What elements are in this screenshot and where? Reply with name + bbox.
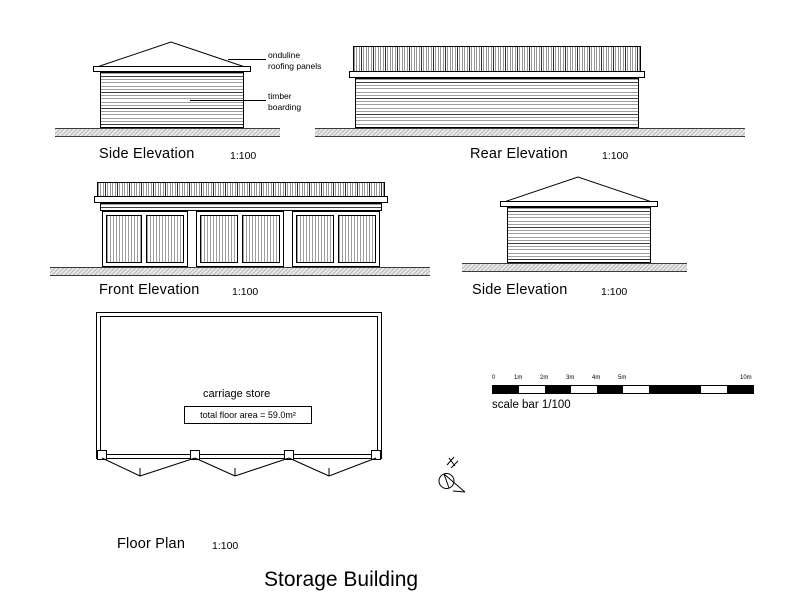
side-elevation-left-drawing xyxy=(55,40,280,140)
scale-bar-tick-2m: 2m xyxy=(540,375,549,381)
front-elevation-door-1b xyxy=(146,215,184,263)
scale-bar-seg-2 xyxy=(545,386,571,393)
floor-plan-scale: 1:100 xyxy=(212,540,239,552)
front-elevation-roof-panels xyxy=(97,182,385,197)
floor-plan-drawing xyxy=(92,308,392,498)
front-elevation-door-2a xyxy=(200,215,238,263)
rear-elevation-drawing xyxy=(315,42,745,140)
side-elevation-right-ground xyxy=(462,263,687,272)
floor-plan-label: Floor Plan xyxy=(117,536,186,552)
scale-bar-tick-4m: 4m xyxy=(592,375,601,381)
rear-elevation-ground xyxy=(315,128,745,137)
scale-bar-seg-5 xyxy=(727,386,753,393)
timber-note-line1: timber xyxy=(268,91,292,101)
front-elevation-door-3b xyxy=(338,215,376,263)
scale-bar-tick-5m: 5m xyxy=(618,375,627,381)
onduline-note-line2: roofing panels xyxy=(268,61,322,71)
front-elevation-door-1a xyxy=(106,215,142,263)
side-elevation-left-label: Side Elevation xyxy=(99,146,195,162)
timber-note-line2: boarding xyxy=(268,102,302,112)
rear-elevation-scale: 1:100 xyxy=(602,150,629,162)
rear-elevation-label: Rear Elevation xyxy=(470,146,568,162)
onduline-note xyxy=(268,50,321,72)
front-elevation-ground xyxy=(50,267,430,276)
side-elevation-left-scale: 1:100 xyxy=(230,150,257,162)
front-elevation-door-2b xyxy=(242,215,280,263)
scale-bar-tick-1m: 1m xyxy=(514,375,523,381)
side-elevation-left-ground xyxy=(55,128,280,137)
onduline-note-line1: onduline xyxy=(268,50,301,60)
rear-elevation-fascia xyxy=(349,71,645,78)
rear-elevation-wall xyxy=(355,78,639,128)
front-elevation-drawing xyxy=(50,180,430,276)
side-elevation-right-drawing xyxy=(462,175,687,275)
side-elevation-right-scale: 1:100 xyxy=(601,286,628,298)
floor-plan-room-label: carriage store xyxy=(203,388,271,400)
scale-bar-seg-4 xyxy=(649,386,701,393)
scale-bar-tick-0: 0 xyxy=(492,375,496,381)
side-elevation-right-label: Side Elevation xyxy=(472,282,568,298)
timber-note xyxy=(268,91,301,113)
front-elevation-head-band xyxy=(100,203,382,211)
scale-bar-graphic xyxy=(492,385,754,394)
side-elevation-left-roof xyxy=(95,40,247,68)
north-arrow xyxy=(425,452,477,500)
scale-bar-tick-10m: 10m xyxy=(740,375,752,381)
rear-elevation-roof-panels xyxy=(353,46,641,72)
front-elevation-fascia xyxy=(94,196,388,203)
side-elevation-right-wall xyxy=(507,207,651,263)
side-elevation-right-roof xyxy=(502,175,654,203)
floor-plan-door-swings xyxy=(92,454,392,482)
scale-bar xyxy=(492,375,762,411)
sheet-title: Storage Building xyxy=(264,568,419,591)
timber-note-leader xyxy=(190,100,266,101)
front-elevation-scale: 1:100 xyxy=(232,286,259,298)
onduline-note-leader xyxy=(228,59,266,60)
front-elevation-door-3a xyxy=(296,215,334,263)
front-elevation-label: Front Elevation xyxy=(99,282,200,298)
scale-bar-seg-1 xyxy=(493,386,519,393)
scale-bar-seg-3 xyxy=(597,386,623,393)
floor-plan-area-box: total floor area = 59.0m² xyxy=(184,406,312,424)
scale-bar-tick-3m: 3m xyxy=(566,375,575,381)
floor-plan-inner-wall xyxy=(100,316,378,455)
scale-bar-label: scale bar 1/100 xyxy=(492,399,571,411)
